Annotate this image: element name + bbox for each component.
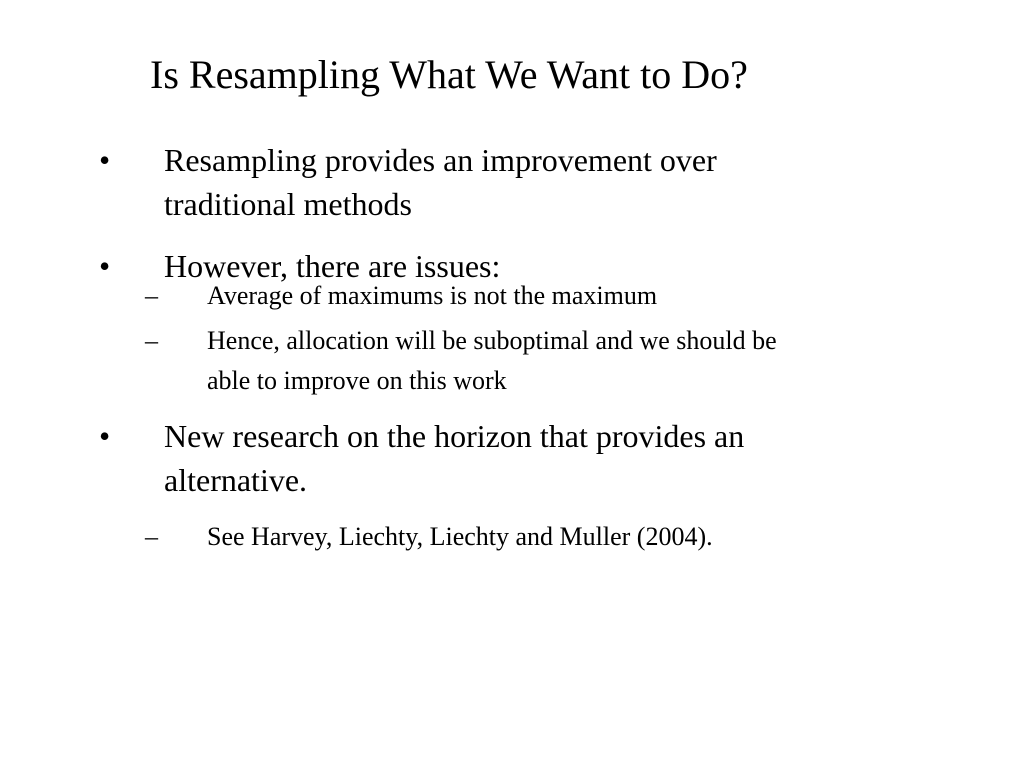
bullet-marker: • — [99, 248, 111, 284]
bullet-text-line: However, there are issues: — [164, 248, 501, 284]
bullet-text-line: alternative. — [164, 462, 308, 498]
sub-marker: – — [145, 522, 158, 551]
bullet-marker: • — [99, 418, 111, 454]
bullet-text-line: Resampling provides an improvement over — [164, 142, 717, 178]
bullet-text — [164, 138, 924, 226]
sub-text — [207, 517, 1007, 557]
bullet-marker: • — [99, 142, 111, 178]
sub-text-line: able to improve on this work — [207, 366, 507, 395]
slide-title: Is Resampling What We Want to Do? — [150, 52, 748, 97]
sub-text-line: Hence, allocation will be suboptimal and we should be — [207, 326, 777, 355]
bullet-text-line: traditional methods — [164, 186, 412, 222]
sub-text — [207, 276, 1007, 316]
sub-marker: – — [145, 326, 158, 355]
bullet-text-line: New research on the horizon that provides an — [164, 418, 745, 454]
sub-text — [207, 321, 1007, 401]
sub-text-line: Average of maximums is not the maximum — [207, 281, 658, 310]
bullet-text — [164, 414, 924, 502]
sub-marker: – — [145, 281, 158, 310]
sub-text-line: See Harvey, Liechty, Liechty and Muller (2004). — [207, 522, 713, 551]
